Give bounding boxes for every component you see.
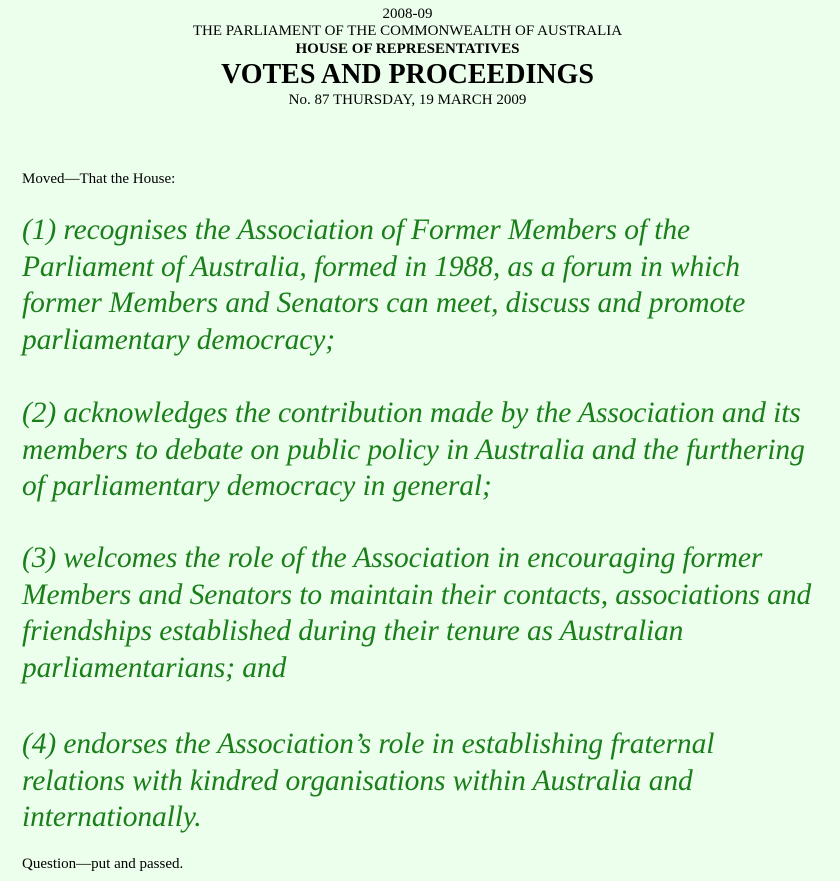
session-label: 2008-09 [382, 6, 433, 22]
motion-paragraph-2: (2) acknowledges the contribution made by the Association and its members to debate on public policy in Australia and the furthering of parliamentary democracy in general; [22, 397, 805, 502]
motion-paragraph-3: (3) welcomes the role of the Association in encouraging former Members and Senators to maintain their contacts, associations and friendships established during their tenure as Australian parliamentarians; and [22, 542, 812, 684]
house-name: HOUSE OF REPRESENTATIVES [295, 41, 520, 57]
issue-number-date: No. 87 THURSDAY, 19 MARCH 2009 [288, 92, 527, 108]
motion-paragraph-1: (1) recognises the Association of Former Members of the Parliament of Australia, formed in 1988, as a forum in which former Members and Senators can meet, discuss and promote parliamentary democracy; [22, 214, 746, 356]
motion-intro: Moved—That the House: [22, 171, 176, 187]
motion-paragraph-4: (4) endorses the Association’s role in establishing fraternal relations with kindred organisations within Australia and internationally. [22, 728, 715, 833]
document-header [0, 6, 815, 109]
parliament-name: THE PARLIAMENT OF THE COMMONWEALTH OF AUSTRALIA [192, 23, 623, 39]
page-title: VOTES AND PROCEEDINGS [221, 59, 594, 90]
motion-outcome: Question—put and passed. [22, 856, 184, 872]
